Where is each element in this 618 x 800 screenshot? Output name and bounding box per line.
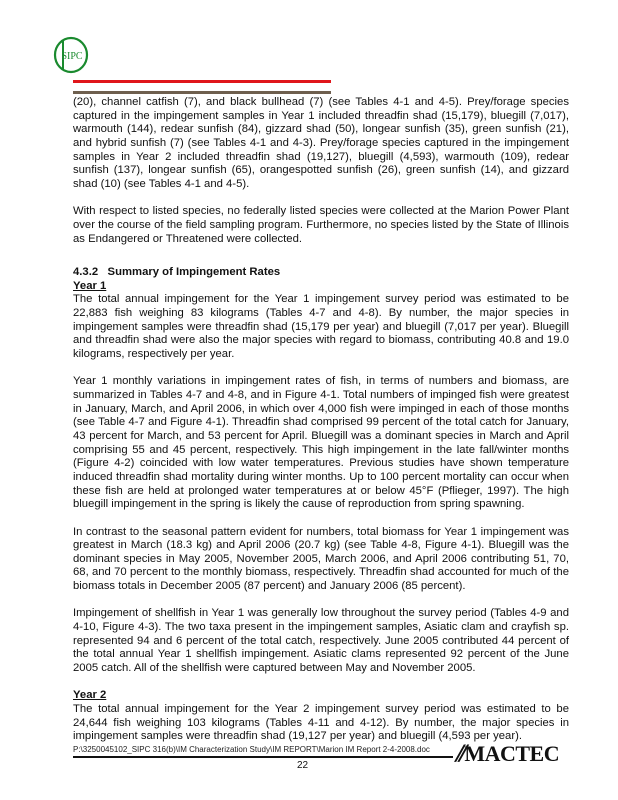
paragraph: Year 1 monthly variations in impingement rates of fish, in terms of numbers and biomass, are summarized in Tables 4-7 and 4-8, and in Figure 4-1. Total numbers of impinged fish were greatest in January, March, and April 2006, in which over 4,000 fish were impinged in each of those months (see Table 4-7 and Figure 4-1). Threadfin shad comprised 99 percent of the total catch for January, 43 percent for March, and 53 percent for April. Bluegill was a dominant species in March and April comprising 55 and 45 percent, respectively. This high impingement in the late fall/winter months (Figure 4-2) coincided with low water temperatures. Previous studies have shown temperature induced threadfin shad mortality during winter months. Up to 100 percent mortality can occur when these fish are held at prolonged water temperatures at or below 45°F (Pflieger, 1997). The high bluegill impingement in the spring is likely the cause of reproduction from spring spawning. xyxy=(73,375,569,511)
header-rule-brown xyxy=(73,91,331,94)
document-body xyxy=(73,96,569,757)
paragraph: Impingement of shellfish in Year 1 was generally low throughout the survey period (Tables 4-9 and 4-10, Figure 4-3). The two taxa present in the impingement samples, Asiatic clam and crayfish sp. represented 94 and 6 percent of the total catch, respectively. June 2005 contributed 44 percent of the total annual Year 1 shellfish impingement. Asiatic clams represented 92 percent of the June 2005 catch. All of the shellfish were captured between May and November 2005. xyxy=(73,607,569,674)
svg-text:SIPC: SIPC xyxy=(61,51,83,62)
header-rule-red xyxy=(73,80,331,83)
sipc-logo xyxy=(53,36,89,74)
section-heading: 4.3.2 Summary of Impingement Rates xyxy=(73,266,281,279)
paragraph: (20), channel catfish (7), and black bullhead (7) (see Tables 4-1 and 4-5). Prey/forage species captured in the impingement samples in Year 1 included threadfin shad (15,179), bluegill (7,017), warmouth (144), redear sunfish (84), gizzard shad (50), longear sunfish (35), green sunfish (21), and hybrid sunfish (7) (see Tables 4-1 and 4-3). Prey/forage species captured in the impingement samples in Year 2 included threadfin shad (19,127), bluegill (4,593), warmouth (109), redear sunfish (137), longear sunfish (65), orangespotted sunfish (26), green sunfish (14), and gizzard shad (10) (see Tables 4-1 and 4-5). xyxy=(73,96,569,190)
subheading-year-1: Year 1 xyxy=(73,279,107,292)
paragraph: With respect to listed species, no federally listed species were collected at the Marion Power Plant over the course of the field sampling program. Furthermore, no species listed by the State of Illinois as Endangered or Threatened were collected. xyxy=(73,205,569,245)
paragraph: In contrast to the seasonal pattern evident for numbers, total biomass for Year 1 impingement was greatest in March (18.3 kg) and April 2006 (20.7 kg) (see Table 4-8, Figure 4-1). Bluegill was the dominant species in May 2005, November 2005, March 2006, and April 2006 contributing 51, 70, 68, and 70 percent to the monthly biomass, respectively. Threadfin shad accounted for much of the biomass totals in December 2005 (87 percent) and January 2006 (85 percent). xyxy=(73,525,569,593)
paragraph: The total annual impingement for the Year 2 impingement survey period was estimated to be 24,644 fish weighing 103 kilograms (Tables 4-11 and 4-12). By number, the major species in impingement samples were threadfin shad (19,127 per year) and bluegill (4,593 per year). xyxy=(73,702,569,743)
mactec-logo xyxy=(455,741,559,767)
footer-file-path: P:\3250045102_SIPC 316(b)\IM Characterization Study\IM REPORT\Marion IM Report 2-4-2008.doc xyxy=(73,745,430,754)
mactec-logo-mark-icon: ⫽ xyxy=(455,741,465,766)
footer-rule xyxy=(73,756,453,758)
subheading-year-2: Year 2 xyxy=(73,689,107,702)
paragraph: The total annual impingement for the Year 1 impingement survey period was estimated to be 22,883 fish weighing 83 kilograms (Tables 4-7 and 4-8). By number, the major species in impingement samples were threadfin shad (15,179 per year) and bluegill (7,017 per year). Bluegill and threadfin shad were also the major species with regard to biomass, contributing 40.8 and 19.0 kilograms, respectively per year. xyxy=(73,293,569,361)
page-number: 22 xyxy=(297,760,309,771)
mactec-logo-text: MACTEC xyxy=(464,741,560,766)
